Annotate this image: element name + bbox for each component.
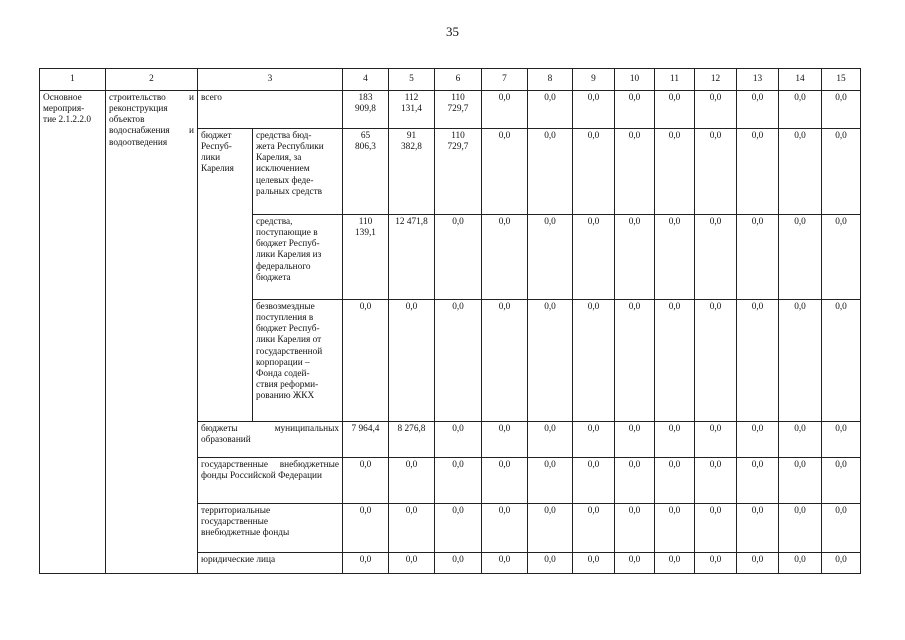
value-cell: 0,0 — [779, 504, 822, 553]
value-cell: 0,0 — [822, 300, 861, 422]
header-cell: 10 — [615, 69, 655, 91]
value-cell: 112 131,4 — [389, 91, 435, 129]
header-cell: 7 — [482, 69, 528, 91]
value-cell: 0,0 — [779, 458, 822, 504]
value-cell: 0,0 — [482, 422, 528, 458]
value-cell: 0,0 — [389, 458, 435, 504]
header-cell: 11 — [655, 69, 695, 91]
value-cell: 0,0 — [695, 300, 737, 422]
value-cell: 0,0 — [615, 215, 655, 300]
value-cell: 0,0 — [343, 504, 389, 553]
value-cell: 0,0 — [482, 553, 528, 574]
value-cell: 0,0 — [482, 504, 528, 553]
header-cell: 1 — [40, 69, 106, 91]
header-cell: 2 — [106, 69, 198, 91]
value-cell: 0,0 — [737, 300, 779, 422]
value-cell: 183 909,8 — [343, 91, 389, 129]
value-cell: 7 964,4 — [343, 422, 389, 458]
value-cell: 0,0 — [615, 422, 655, 458]
value-cell: 0,0 — [615, 553, 655, 574]
value-cell: 0,0 — [695, 553, 737, 574]
funding-source-cell: средства, поступающие в бюджет Респуб- лики Карелия из федерального бюджета — [253, 215, 343, 300]
value-cell: 0,0 — [615, 129, 655, 215]
header-cell: 14 — [779, 69, 822, 91]
value-cell: 0,0 — [435, 458, 482, 504]
value-cell: 0,0 — [435, 553, 482, 574]
event-description-cell: строительство и реконструкция объектов водоснабжения и водоотведения — [106, 91, 198, 574]
value-cell: 0,0 — [573, 129, 615, 215]
value-cell: 0,0 — [573, 504, 615, 553]
value-cell: 0,0 — [655, 458, 695, 504]
header-cell: 13 — [737, 69, 779, 91]
value-cell: 110 139,1 — [343, 215, 389, 300]
value-cell: 0,0 — [695, 422, 737, 458]
value-cell: 0,0 — [528, 504, 573, 553]
funding-source-cell: средства бюд- жета Республики Карелия, за исключением целевых феде- ральных средств — [253, 129, 343, 215]
value-cell: 0,0 — [528, 458, 573, 504]
value-cell: 0,0 — [737, 215, 779, 300]
value-cell: 0,0 — [779, 91, 822, 129]
funding-source-cell: безвозмездные поступления в бюджет Респуб- лики Карелия от государственной корпорации – Фонда содей- ствия реформи- рованию ЖКХ — [253, 300, 343, 422]
value-cell: 0,0 — [528, 91, 573, 129]
value-cell: 0,0 — [389, 300, 435, 422]
value-cell: 0,0 — [615, 458, 655, 504]
value-cell: 0,0 — [779, 422, 822, 458]
value-cell: 0,0 — [573, 553, 615, 574]
value-cell: 0,0 — [343, 300, 389, 422]
value-cell: 0,0 — [573, 91, 615, 129]
value-cell: 0,0 — [528, 553, 573, 574]
value-cell: 0,0 — [655, 504, 695, 553]
funding-source-cell: юридические лица — [198, 553, 343, 574]
value-cell: 0,0 — [435, 422, 482, 458]
header-cell: 4 — [343, 69, 389, 91]
value-cell: 0,0 — [737, 422, 779, 458]
header-row — [40, 69, 861, 91]
value-cell: 0,0 — [695, 215, 737, 300]
funding-source-cell: всего — [198, 91, 343, 129]
funding-source-cell: бюджеты муниципальных образований — [198, 422, 343, 458]
value-cell: 0,0 — [482, 91, 528, 129]
value-cell: 0,0 — [822, 129, 861, 215]
value-cell: 0,0 — [822, 422, 861, 458]
value-cell: 0,0 — [528, 129, 573, 215]
value-cell: 12 471,8 — [389, 215, 435, 300]
value-cell: 0,0 — [737, 129, 779, 215]
value-cell: 0,0 — [695, 129, 737, 215]
header-cell: 5 — [389, 69, 435, 91]
header-cell: 12 — [695, 69, 737, 91]
value-cell: 0,0 — [389, 553, 435, 574]
value-cell: 0,0 — [435, 300, 482, 422]
value-cell: 0,0 — [822, 504, 861, 553]
value-cell: 110 729,7 — [435, 91, 482, 129]
value-cell: 0,0 — [435, 215, 482, 300]
value-cell: 0,0 — [573, 215, 615, 300]
value-cell: 0,0 — [822, 553, 861, 574]
value-cell: 0,0 — [343, 458, 389, 504]
value-cell: 0,0 — [655, 422, 695, 458]
budget-republic-cell: бюджет Респуб- лики Карелия — [198, 129, 253, 422]
funding-source-cell: государственные внебюджетные фонды Российской Федерации — [198, 458, 343, 504]
event-name-cell: Основное мероприя- тие 2.1.2.2.0 — [40, 91, 106, 574]
value-cell: 65 806,3 — [343, 129, 389, 215]
value-cell: 8 276,8 — [389, 422, 435, 458]
value-cell: 0,0 — [435, 504, 482, 553]
value-cell: 0,0 — [822, 91, 861, 129]
value-cell: 0,0 — [615, 504, 655, 553]
funding-source-cell: территориальные государственные внебюджетные фонды — [198, 504, 343, 553]
value-cell: 0,0 — [655, 129, 695, 215]
value-cell: 0,0 — [655, 215, 695, 300]
value-cell: 0,0 — [615, 300, 655, 422]
value-cell: 0,0 — [343, 553, 389, 574]
value-cell: 0,0 — [822, 215, 861, 300]
value-cell: 0,0 — [737, 504, 779, 553]
value-cell: 0,0 — [482, 129, 528, 215]
value-cell: 0,0 — [779, 553, 822, 574]
header-cell: 3 — [198, 69, 343, 91]
value-cell: 0,0 — [573, 300, 615, 422]
value-cell: 0,0 — [655, 553, 695, 574]
header-cell: 15 — [822, 69, 861, 91]
value-cell: 0,0 — [573, 422, 615, 458]
value-cell: 0,0 — [655, 91, 695, 129]
value-cell: 0,0 — [482, 458, 528, 504]
value-cell: 0,0 — [528, 422, 573, 458]
page-number: 35 — [446, 24, 459, 39]
value-cell: 0,0 — [528, 300, 573, 422]
header-cell: 6 — [435, 69, 482, 91]
value-cell: 0,0 — [528, 215, 573, 300]
value-cell: 0,0 — [737, 553, 779, 574]
value-cell: 0,0 — [695, 504, 737, 553]
value-cell: 0,0 — [779, 129, 822, 215]
value-cell: 0,0 — [655, 300, 695, 422]
value-cell: 0,0 — [822, 458, 861, 504]
value-cell: 0,0 — [737, 91, 779, 129]
value-cell: 110 729,7 — [435, 129, 482, 215]
value-cell: 0,0 — [482, 215, 528, 300]
value-cell: 0,0 — [779, 300, 822, 422]
table-row — [40, 91, 861, 129]
header-cell: 9 — [573, 69, 615, 91]
value-cell: 0,0 — [389, 504, 435, 553]
budget-table — [39, 68, 861, 574]
value-cell: 0,0 — [573, 458, 615, 504]
value-cell: 91 382,8 — [389, 129, 435, 215]
value-cell: 0,0 — [482, 300, 528, 422]
header-cell: 8 — [528, 69, 573, 91]
value-cell: 0,0 — [695, 458, 737, 504]
value-cell: 0,0 — [695, 91, 737, 129]
value-cell: 0,0 — [779, 215, 822, 300]
value-cell: 0,0 — [737, 458, 779, 504]
value-cell: 0,0 — [615, 91, 655, 129]
